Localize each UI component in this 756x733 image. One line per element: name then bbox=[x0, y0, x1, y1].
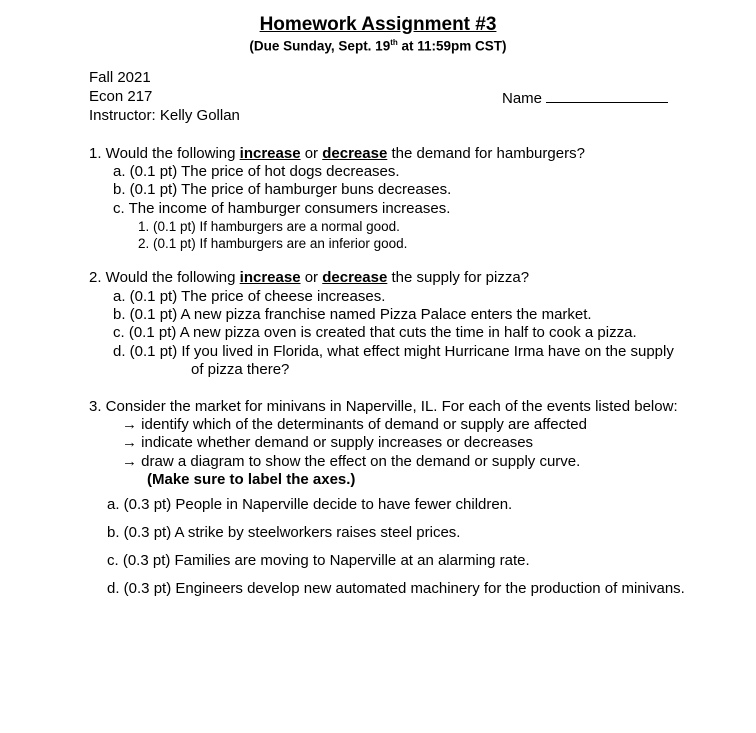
title-text: Homework Assignment #3 bbox=[259, 14, 497, 35]
name-blank-line[interactable] bbox=[546, 88, 668, 103]
q1-item-a: a. (0.1 pt) The price of hot dogs decreases. bbox=[113, 163, 400, 180]
q1-keyword-decrease: decrease bbox=[322, 145, 388, 162]
q2-item-d-continued: of pizza there? bbox=[191, 361, 290, 378]
q2-item-c: c. (0.1 pt) A new pizza oven is created that cuts the time in half to cook a pizza. bbox=[113, 324, 637, 341]
q3-bullet-3: → draw a diagram to show the effect on the demand or supply curve. bbox=[122, 453, 581, 470]
q3-item-c: c. (0.3 pt) Families are moving to Naperville at an alarming rate. bbox=[107, 552, 530, 569]
assignment-title bbox=[0, 14, 756, 36]
q2-item-b: b. (0.1 pt) A new pizza franchise named Pizza Palace enters the market. bbox=[113, 306, 592, 323]
q1-subitem-2: 2. (0.1 pt) If hamburgers are an inferior good. bbox=[138, 236, 408, 251]
term: Fall 2021 bbox=[89, 69, 151, 86]
q1-text-pre: 1. Would the following bbox=[89, 145, 240, 162]
due-date-pre: (Due Sunday, Sept. 19 bbox=[249, 38, 391, 54]
q2-text-post: the supply for pizza? bbox=[387, 269, 530, 286]
question-1 bbox=[89, 145, 585, 163]
q3-bullet-2: → indicate whether demand or supply increases or decreases bbox=[122, 434, 534, 451]
instructor: Instructor: Kelly Gollan bbox=[89, 107, 240, 124]
q1-item-b: b. (0.1 pt) The price of hamburger buns decreases. bbox=[113, 181, 452, 198]
q3-bullet-1: → identify which of the determinants of demand or supply are affected bbox=[122, 416, 587, 433]
q1-text-mid: or bbox=[300, 145, 323, 162]
q2-item-a: a. (0.1 pt) The price of cheese increases. bbox=[113, 288, 386, 305]
question-3: 3. Consider the market for minivans in Naperville, IL. For each of the events listed below: bbox=[89, 398, 678, 415]
q1-subitem-1: 1. (0.1 pt) If hamburgers are a normal good. bbox=[138, 219, 400, 234]
name-field[interactable] bbox=[502, 88, 668, 108]
course: Econ 217 bbox=[89, 88, 153, 105]
q2-keyword-increase: increase bbox=[239, 269, 301, 286]
q3-note: (Make sure to label the axes.) bbox=[147, 471, 356, 488]
q2-text-mid: or bbox=[300, 269, 323, 286]
q2-text-pre: 2. Would the following bbox=[89, 269, 240, 286]
q2-keyword-decrease: decrease bbox=[322, 269, 388, 286]
q3-item-d: d. (0.3 pt) Engineers develop new automated machinery for the production of minivans. bbox=[107, 580, 685, 597]
q1-keyword-increase: increase bbox=[239, 145, 301, 162]
q1-text-post: the demand for hamburgers? bbox=[387, 145, 585, 162]
due-date-sup: th bbox=[390, 38, 398, 47]
q3-item-b: b. (0.3 pt) A strike by steelworkers raises steel prices. bbox=[107, 524, 461, 541]
due-date bbox=[0, 38, 756, 54]
question-2 bbox=[89, 269, 529, 287]
due-date-post: at 11:59pm CST) bbox=[397, 38, 507, 54]
q3-item-a: a. (0.3 pt) People in Naperville decide to have fewer children. bbox=[107, 496, 513, 513]
q2-item-d: d. (0.1 pt) If you lived in Florida, what effect might Hurricane Irma have on the supply bbox=[113, 343, 674, 360]
q1-item-c: c. The income of hamburger consumers increases. bbox=[113, 200, 451, 217]
name-label: Name bbox=[502, 90, 543, 107]
